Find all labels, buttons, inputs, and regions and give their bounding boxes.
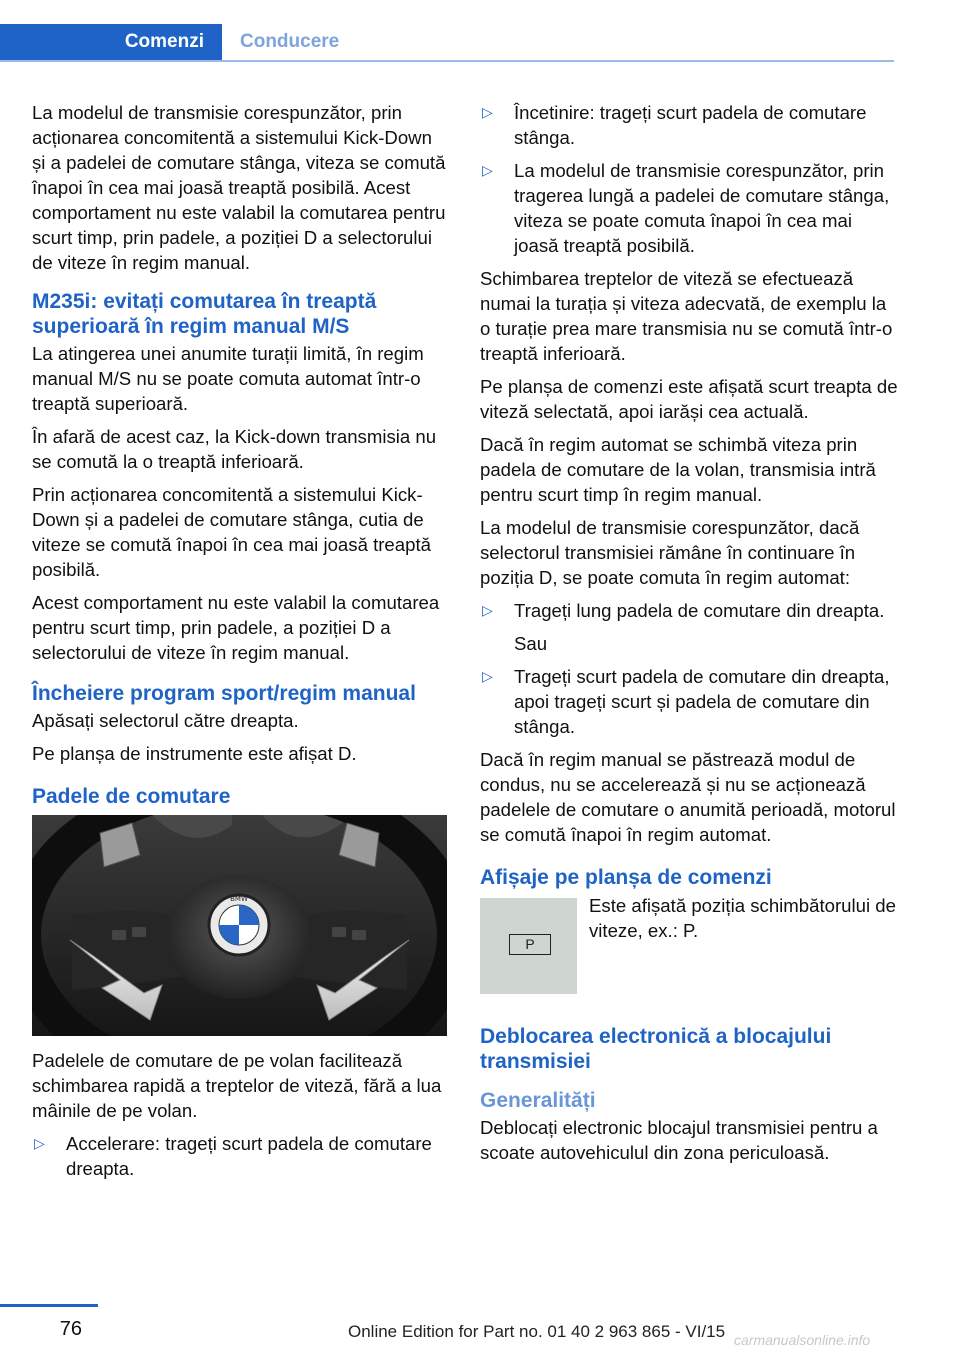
right-bullet-list-1 xyxy=(480,100,898,258)
header-divider xyxy=(0,60,894,62)
list-item xyxy=(480,158,898,258)
heading-general: Generalități xyxy=(480,1089,596,1112)
end-paragraph-1: Apăsați selectorul către dreapta. xyxy=(32,710,299,731)
tab-comenzi[interactable]: Comenzi xyxy=(0,24,222,60)
heading-displays: Afișaje pe planșa de comenzi xyxy=(480,866,772,889)
right-bullet-list-2 xyxy=(480,598,898,623)
end-paragraph-2: Pe planșa de instrumente este afișat D. xyxy=(32,743,357,764)
paddles-bullet-list xyxy=(32,1131,447,1181)
edition-text: Online Edition for Part no. 01 40 2 963 865 - VI/15 xyxy=(348,1322,726,1341)
m235i-paragraph-3: Prin acționarea concomitentă a sistemului Kick-Down și a padelei de comutare stânga, cutia de viteze se comută înapoi în cea mai joasă treaptă posibilă. xyxy=(32,484,431,580)
heading-end-sport-program: Încheiere program sport/regim manual xyxy=(32,682,416,705)
page-number: 76 xyxy=(59,1318,82,1340)
bullet-pull-long-right: Trageți lung padela de comutare din dreapta. xyxy=(514,600,885,621)
triangle-bullet-icon: ▷ xyxy=(482,104,493,120)
right-column xyxy=(480,100,898,1173)
list-item xyxy=(480,100,898,150)
intro-paragraph: La modelul de transmisie corespunzător, prin acționarea concomitentă a sistemului Kick-Down și a padelei de comutare stânga, viteza se comută înapoi în cea mai joasă treaptă posibilă. Acest comportament nu este valabil la comutarea pentru scurt timp, prin padele, a poziției D a selectorului de viteze în regim manual. xyxy=(32,102,446,273)
list-item xyxy=(480,664,898,739)
shift-paragraph-2: Pe planșa de comenzi este afișată scurt treapta de viteză selectată, apoi iarăși cea actuală. xyxy=(480,376,898,422)
heading-shift-paddles: Padele de comutare xyxy=(32,785,231,808)
heading-electronic-unlock: Deblocarea electronică a blocajului transmisiei xyxy=(480,1025,832,1073)
triangle-bullet-icon: ▷ xyxy=(34,1135,45,1151)
heading-m235i: M235i: evitați comutarea în treaptă superioară în regim manual M/S xyxy=(32,290,377,338)
m235i-paragraph-2: În afară de acest caz, la Kick-down transmisia nu se comută la o treaptă inferioară. xyxy=(32,426,437,472)
steering-wheel-figure xyxy=(32,815,447,1036)
bullet-long-pull: La modelul de transmisie corespunzător, prin tragerea lungă a padelei de comutare stânga, viteza se poate comuta înapoi în cea mai joasă treaptă posibilă. xyxy=(514,160,890,256)
tab-conducere[interactable]: Conducere xyxy=(240,31,340,52)
m235i-paragraph-4: Acest comportament nu este valabil la comutarea pentru scurt timp, prin padele, a poziției D a selectorului de viteze în regim manual. xyxy=(32,592,440,663)
gear-indicator-image xyxy=(480,898,577,994)
left-column xyxy=(32,100,447,1189)
list-item xyxy=(32,1131,447,1181)
shift-paragraph-1: Schimbarea treptelor de viteză se efectuează numai la turația și viteza adecvată, de exemplu la o turație prea mare transmisia nu se comută într-o treaptă inferioară. xyxy=(480,268,893,364)
bullet-decelerate: Încetinire: trageți scurt padela de comutare stânga. xyxy=(514,102,867,148)
bmw-logo-text: BMW xyxy=(230,895,248,903)
manual-paragraph: Dacă în regim manual se păstrează modul de condus, nu se accelerează și nu se acționează padelele de comutare o anumită perioadă, motorul se comută înapoi în regim automat. xyxy=(480,749,896,845)
watermark-text: carmanualsonline.info xyxy=(734,1332,871,1348)
footer-divider xyxy=(0,1304,98,1307)
triangle-bullet-icon: ▷ xyxy=(482,668,493,684)
shift-paragraph-3: Dacă în regim automat se schimbă viteza prin padela de comutare de la volan, transmisia intră pentru scurt timp în regim manual. xyxy=(480,434,876,505)
triangle-bullet-icon: ▷ xyxy=(482,602,493,618)
triangle-bullet-icon: ▷ xyxy=(482,162,493,178)
or-text: Sau xyxy=(514,633,548,654)
gear-indicator-description: Este afișată poziția schimbătorului de viteze, ex.: P. xyxy=(589,895,896,941)
gear-indicator-row xyxy=(480,895,898,994)
bullet-accelerate: Accelerare: trageți scurt padela de comutare dreapta. xyxy=(66,1133,432,1179)
right-bullet-list-3 xyxy=(480,664,898,739)
unlock-paragraph: Deblocați electronic blocajul transmisiei pentru a scoate autovehiculul din zona periculoasă. xyxy=(480,1117,878,1163)
shift-paragraph-4: La modelul de transmisie corespunzător, dacă selectorul transmisiei rămâne în continuare în poziția D, se poate comuta în regim automat: xyxy=(480,517,860,588)
gear-p-indicator: P xyxy=(509,934,551,955)
page-header xyxy=(0,24,894,62)
bullet-pull-short-both: Trageți scurt padela de comutare din dreapta, apoi trageți scurt și padela de comutare din stânga. xyxy=(514,666,890,737)
list-item xyxy=(480,598,898,623)
m235i-paragraph-1: La atingerea unei anumite turații limită, în regim manual M/S nu se poate comuta automat într-o treaptă superioară. xyxy=(32,343,424,414)
paddles-paragraph: Padelele de comutare de pe volan facilitează schimbarea rapidă a treptelor de viteză, fără a lua mâinile de pe volan. xyxy=(32,1050,442,1121)
